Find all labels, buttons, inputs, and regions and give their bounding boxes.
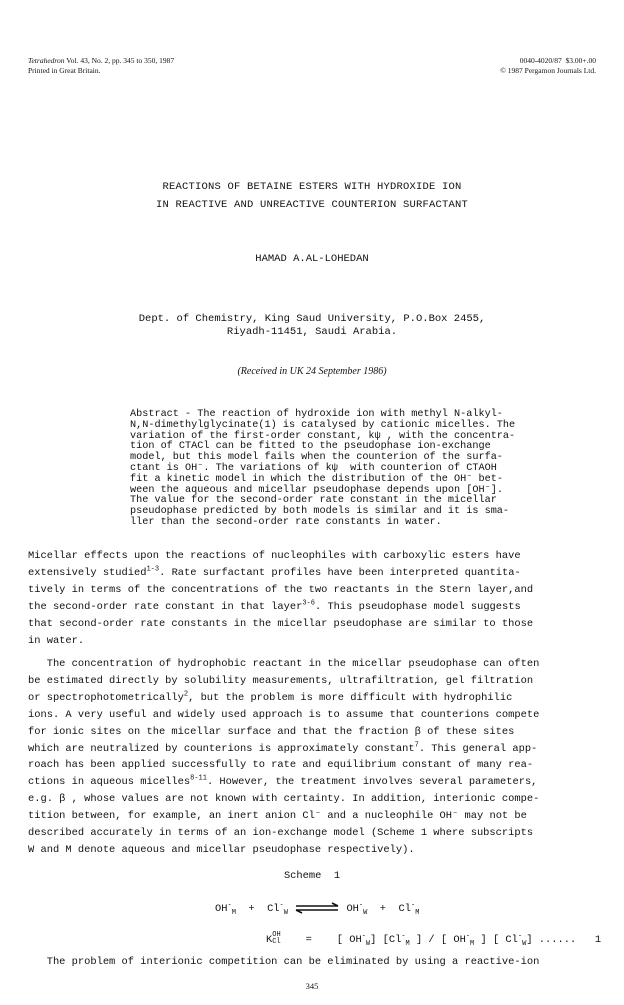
body-line: ctions in aqueous micelles$^{8-11}$. However, the treatment involves several parameters, [28, 774, 538, 789]
body-line: which are neutralized by counterions is approximately constant$^7$. This general app- [28, 741, 538, 755]
author: HAMAD A.AL-LOHEDAN [255, 253, 369, 265]
scheme-equilibrium: $OH^-_M + Cl^-_W$ $OH^-_W + Cl^-_M$ [215, 901, 420, 917]
scheme-label: Scheme 1 [283, 870, 341, 882]
abstract-line: model, but this model fails when the counterion of the surfa- [130, 452, 503, 464]
body-line: or spectrophotometrically$^2$, but the problem is more difficult with hydrophilic [28, 690, 513, 704]
body-line: ions. A very useful and widely used approach is to assume that counterions compete [28, 708, 540, 721]
body-line: tively in terms of the concentrations of the two reactants in the Stern layer,and [28, 583, 534, 596]
abstract-line: Abstract - The reaction of hydroxide ion with methyl N-alkyl- [130, 409, 503, 420]
abstract-line: ctant is OH⁻. The variations of kψ with counterion of CTAOH [130, 462, 497, 474]
abstract-line: variation of the first-order constant, kψ , with the concentra- [130, 430, 516, 442]
equilibrium-arrow-icon [294, 902, 340, 914]
affiliation-line-2: Riyadh-11451, Saudi Arabia. [226, 326, 398, 338]
title-line-1: REACTIONS OF BETAINE ESTERS WITH HYDROXIDE ION [162, 181, 462, 193]
body-line: that second-order rate constants in the micellar pseudophase are similar to those [28, 617, 534, 630]
body-line: The concentration of hydrophobic reactant in the micellar pseudophase can often [28, 658, 540, 670]
body-line: tition between, for example, an inert anion Cl⁻ and a nucleophile OH⁻ may not be [28, 810, 527, 823]
copyright: © 1987 Pergamon Journals Ltd. [500, 66, 596, 75]
body-line: in water. [28, 634, 85, 647]
abstract-line: The value for the second-order rate constant in the micellar [130, 495, 497, 507]
reference-superscript: 1-3 [146, 565, 160, 574]
paragraph-1 [28, 548, 533, 649]
body-line: W and M denote aqueous and micellar pseudophase respectively). [28, 843, 415, 856]
body-line: roach has been applied successfully to rate and equilibrium constant of many rea- [28, 759, 534, 772]
page-number: 345 [305, 981, 319, 991]
abstract-line: ween the aqueous and micellar pseudophase depends upon [OH⁻]. [130, 484, 503, 496]
constant-superscript: OH [272, 931, 281, 939]
body-line: Micellar effects upon the reactions of nucleophiles with carboxylic esters have [28, 550, 521, 562]
abstract-line: tion of CTACl can be fitted to the pseudophase ion-exchange [130, 441, 491, 453]
reference-superscript: 7 [414, 741, 419, 750]
body-line: for ionic sites on the micellar surface and that the fraction β of these sites [28, 725, 515, 738]
affiliation-line-1: Dept. of Chemistry, King Saud University, P.O.Box 2455, [138, 313, 486, 325]
issn-price: 0040-4020/87 $3.00+.00 [519, 56, 596, 65]
body-line: e.g. β , whose values are not known with certainty. In addition, interionic compe- [28, 793, 540, 806]
scheme-constant: KOH Cl = [ $OH^-_W$] [$Cl^-_M$ ] / [ $OH^-_M$ ] [ $Cl^-_W$] ...... 1 [266, 931, 602, 948]
body-line: extensively studied$^{1-3}$. Rate surfactant profiles have been interpreted quantita- [28, 565, 521, 579]
title-line-2: IN REACTIVE AND UNREACTIVE COUNTERION SURFACTANT [155, 199, 469, 211]
reference-superscript: 3-6 [302, 599, 315, 608]
abstract-line: fit a kinetic model in which the distribution of the OH⁻ bet- [130, 473, 503, 485]
last-line: The problem of interionic competition can be eliminated by using a reactive-ion [28, 956, 540, 968]
journal-citation [28, 56, 174, 66]
equation-number: 1 [594, 933, 602, 946]
reference-superscript: 8-11 [190, 774, 207, 783]
abstract [130, 410, 515, 529]
journal-name: Tetrahedron [28, 56, 65, 65]
abstract-line: pseudophase predicted by both models is similar and it is sma- [130, 506, 510, 518]
constant-subscript: Cl [272, 938, 281, 946]
paragraph-2 [28, 656, 539, 859]
printed-note: Printed in Great Britain. [28, 66, 101, 75]
reference-superscript: 2 [183, 690, 189, 699]
received-date: (Received in UK 24 September 1986) [237, 366, 387, 377]
body-line: described accurately in terms of an ion-exchange model (Scheme 1 where subscripts [28, 827, 534, 840]
abstract-line: N,N-dimethylglycinate(1) is catalysed by cationic micelles. The [130, 419, 516, 431]
body-line: be estimated directly by solubility measurements, ultrafiltration, gel filtration [28, 674, 534, 687]
body-line: the second-order rate constant in that layer$^{3-6}$. This pseudophase model suggests [28, 599, 521, 613]
journal-details: Vol. 43, No. 2, pp. 345 to 350, 1987 [66, 56, 175, 65]
abstract-line: ller than the second-order rate constants in water. [130, 516, 442, 528]
